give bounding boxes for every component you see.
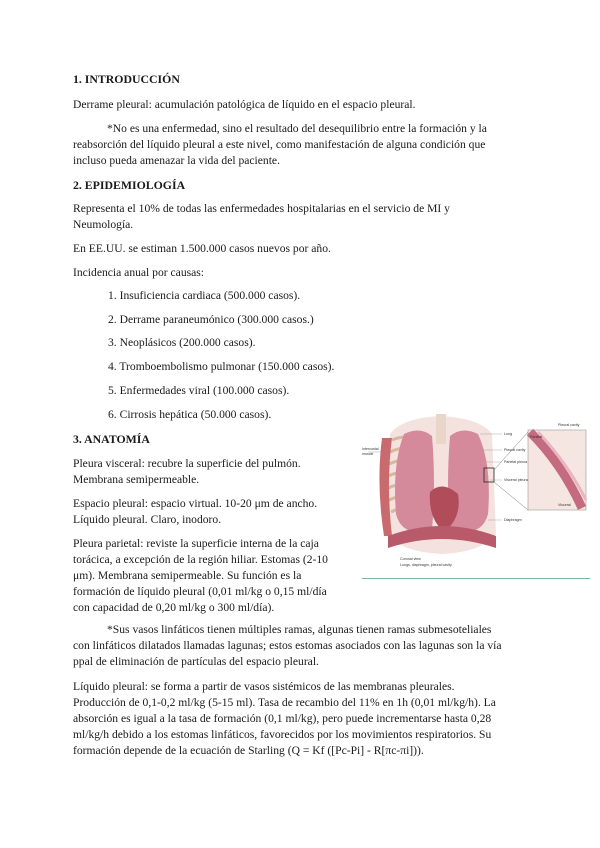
figure-label: Visceral pleura [504,478,528,482]
cause-list-item: 4. Tromboembolismo pulmonar (150.000 casos). [108,360,335,373]
figure-inset-label: Visceral [558,503,571,507]
intro-definition: Derrame pleural: acumulación patológica de líquido en el espacio pleural. [73,98,416,111]
anatomy-line: μm). Membrana semipermeable. Su función es la [73,569,302,582]
anatomy-line: Pleura visceral: recubre la superficie del pulmón. [73,457,301,470]
cause-list-item: 2. Derrame paraneumónico (300.000 casos.) [108,313,314,326]
figure-label: Diaphragm [504,518,522,522]
anatomy-pleural-fluid [73,679,496,759]
figure-inset-label: Parietal [530,435,543,439]
cause-list-item: 3. Neoplásicos (200.000 casos). [108,336,256,349]
anatomy-parietal-pleura [73,536,328,616]
epidemiology-line: Representa el 10% de todas las enfermedades hospitalarias en el servicio de MI y [73,202,450,215]
anatomy-line: con linfáticos dilatados llamadas lagunas; estos estomas asociados con las lagunas son la vía [73,639,502,652]
figure-divider [362,578,590,579]
anatomy-line: torácica, a excepción de la región hiliar. Estomas (2-10 [73,553,328,566]
anatomy-pleural-space [73,496,317,528]
section-heading-anatomia: 3. ANATOMÍA [73,432,150,446]
anatomy-line: Espacio pleural: espacio virtual. 10-20 μm de ancho. [73,497,318,510]
anatomy-line: Líquido pleural: se forma a partir de vasos sistémicos de las membranas pleurales. [73,680,455,693]
figure-caption-title: Coronal view [400,557,421,561]
anatomy-line: Producción de 0,1-0,2 ml/kg (5-15 ml). Tasa de recambio del 11% en 1h (0,01 ml/kg/h). La [73,696,496,709]
anatomy-line: Pleura parietal: reviste la superficie interna de la caja [73,537,319,550]
intro-note-line: reabsorción del líquido pleural a este nivel, como manifestación de alguna condición que [73,138,486,151]
section-heading-introduccion: 1. INTRODUCCIÓN [73,72,180,86]
epidemiology-prevalence [73,201,450,233]
epidemiology-usa-cases: En EE.UU. se estiman 1.500.000 casos nuevos por año. [73,242,331,255]
figure-caption-sub: Lungs, diaphragm, pleural cavity [400,563,452,567]
intro-note [73,121,487,169]
anatomy-line: formación de líquido pleural (0,01 ml/kg o 0,15 ml/día [73,585,327,598]
anatomy-line: con capacidad de 0,20 ml/kg o 300 ml/día). [73,601,275,614]
cause-list-item: 5. Enfermedades viral (100.000 casos). [108,384,290,397]
anatomy-line: formación depende de la ecuación de Starling (Q = Kf ([Pc-Pi] - R[πc-πi])). [73,744,424,757]
intro-note-line: incluso pueda amenazar la vida del paciente. [73,154,280,167]
epidemiology-incidence-title: Incidencia anual por causas: [73,266,205,279]
intro-note-line: *No es una enfermedad, sino el resultado del desequilibrio entre la formación y la [107,122,487,135]
figure-label: Pleural cavity [504,448,526,452]
anatomy-line: ml/kg/h debido a los estomas linfáticos, favorecidos por los movimientos respiratorios. Su [73,728,492,741]
epidemiology-line: Neumología. [73,218,134,231]
anatomy-line: Líquido pleural. Claro, inodoro. [73,513,222,526]
thorax-illustration [362,414,590,578]
pleura-anatomy-figure [362,414,590,578]
figure-label: Intercostal [362,447,379,451]
section-heading-epidemiologia: 2. EPIDEMIOLOGÍA [73,178,186,192]
cause-list-item: 1. Insuficiencia cardiaca (500.000 casos). [108,289,301,302]
anatomy-line: *Sus vasos linfáticos tienen múltiples ramas, algunas tienen ramas submesoteliales [107,623,492,636]
anatomy-line: ppal de eliminación de partículas del espacio pleural. [73,655,319,668]
figure-label: muscle [362,452,374,456]
anatomy-line: Membrana semipermeable. [73,473,200,486]
figure-inset-label: Pleural cavity [558,423,580,427]
figure-label: Lung [504,432,512,436]
figure-label: Parietal pleura [504,460,528,464]
cause-list-item: 6. Cirrosis hepática (50.000 casos). [108,408,272,421]
anatomy-line: absorción es igual a la tasa de formación (0,1 ml/kg), pero puede incrementarse hasta 0,28 [73,712,492,725]
anatomy-visceral-pleura [73,456,301,488]
anatomy-lymphatics-note [73,622,502,670]
